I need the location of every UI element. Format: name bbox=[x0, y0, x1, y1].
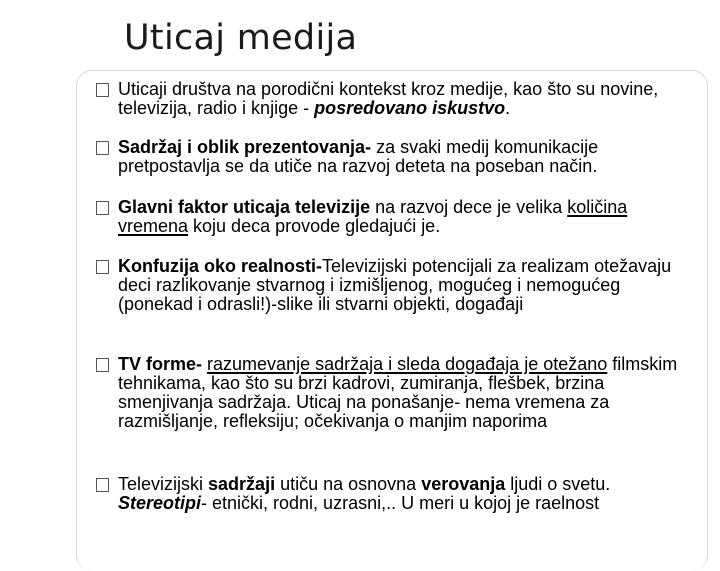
checkbox-bullet-icon bbox=[96, 141, 109, 155]
bullet-item: Sadržaj i oblik prezentovanja- za svaki medij komunikacije pretpostavlja se da utiče na razvoj deteta na poseban način. bbox=[96, 138, 696, 176]
bullet-item: TV forme- razumevanje sadržaja i sleda događaja je otežano filmskim tehnikama, kao što su brzi kadrovi, zumiranja, flešbek, brzina smenjivanja sadržaja. Uticaj na ponašanje- nema vremena za razmišljanje, refleksiju; očekivanja o manjim naporima bbox=[96, 355, 696, 431]
slide-title: Uticaj medija bbox=[124, 18, 358, 58]
checkbox-bullet-icon bbox=[96, 201, 109, 215]
checkbox-bullet-icon bbox=[96, 260, 109, 274]
bullet-item: Glavni faktor uticaja televizije na razvoj dece je velika količina vremena koju deca provode gledajući je. bbox=[96, 198, 696, 236]
checkbox-bullet-icon bbox=[96, 478, 109, 492]
bullet-item: Konfuzija oko realnosti-Televizijski potencijali za realizam otežavaju deci razlikovanje stvarnog i izmišljenog, mogućeg i nemogućeg (ponekad i odrasli!)-slike ili stvarni objekti, događaji bbox=[96, 257, 696, 314]
bullet-item: Uticaji društva na porodični kontekst kroz medije, kao što su novine, televizija, radio i knjige - posredovano iskustvo. bbox=[96, 80, 696, 118]
bullet-item: Televizijski sadržaji utiču na osnovna verovanja ljudi o svetu. Stereotipi- etnički, rodni, uzrasni,.. U meri u kojoj je raelnost bbox=[96, 475, 696, 513]
checkbox-bullet-icon bbox=[96, 83, 109, 97]
checkbox-bullet-icon bbox=[96, 358, 109, 372]
